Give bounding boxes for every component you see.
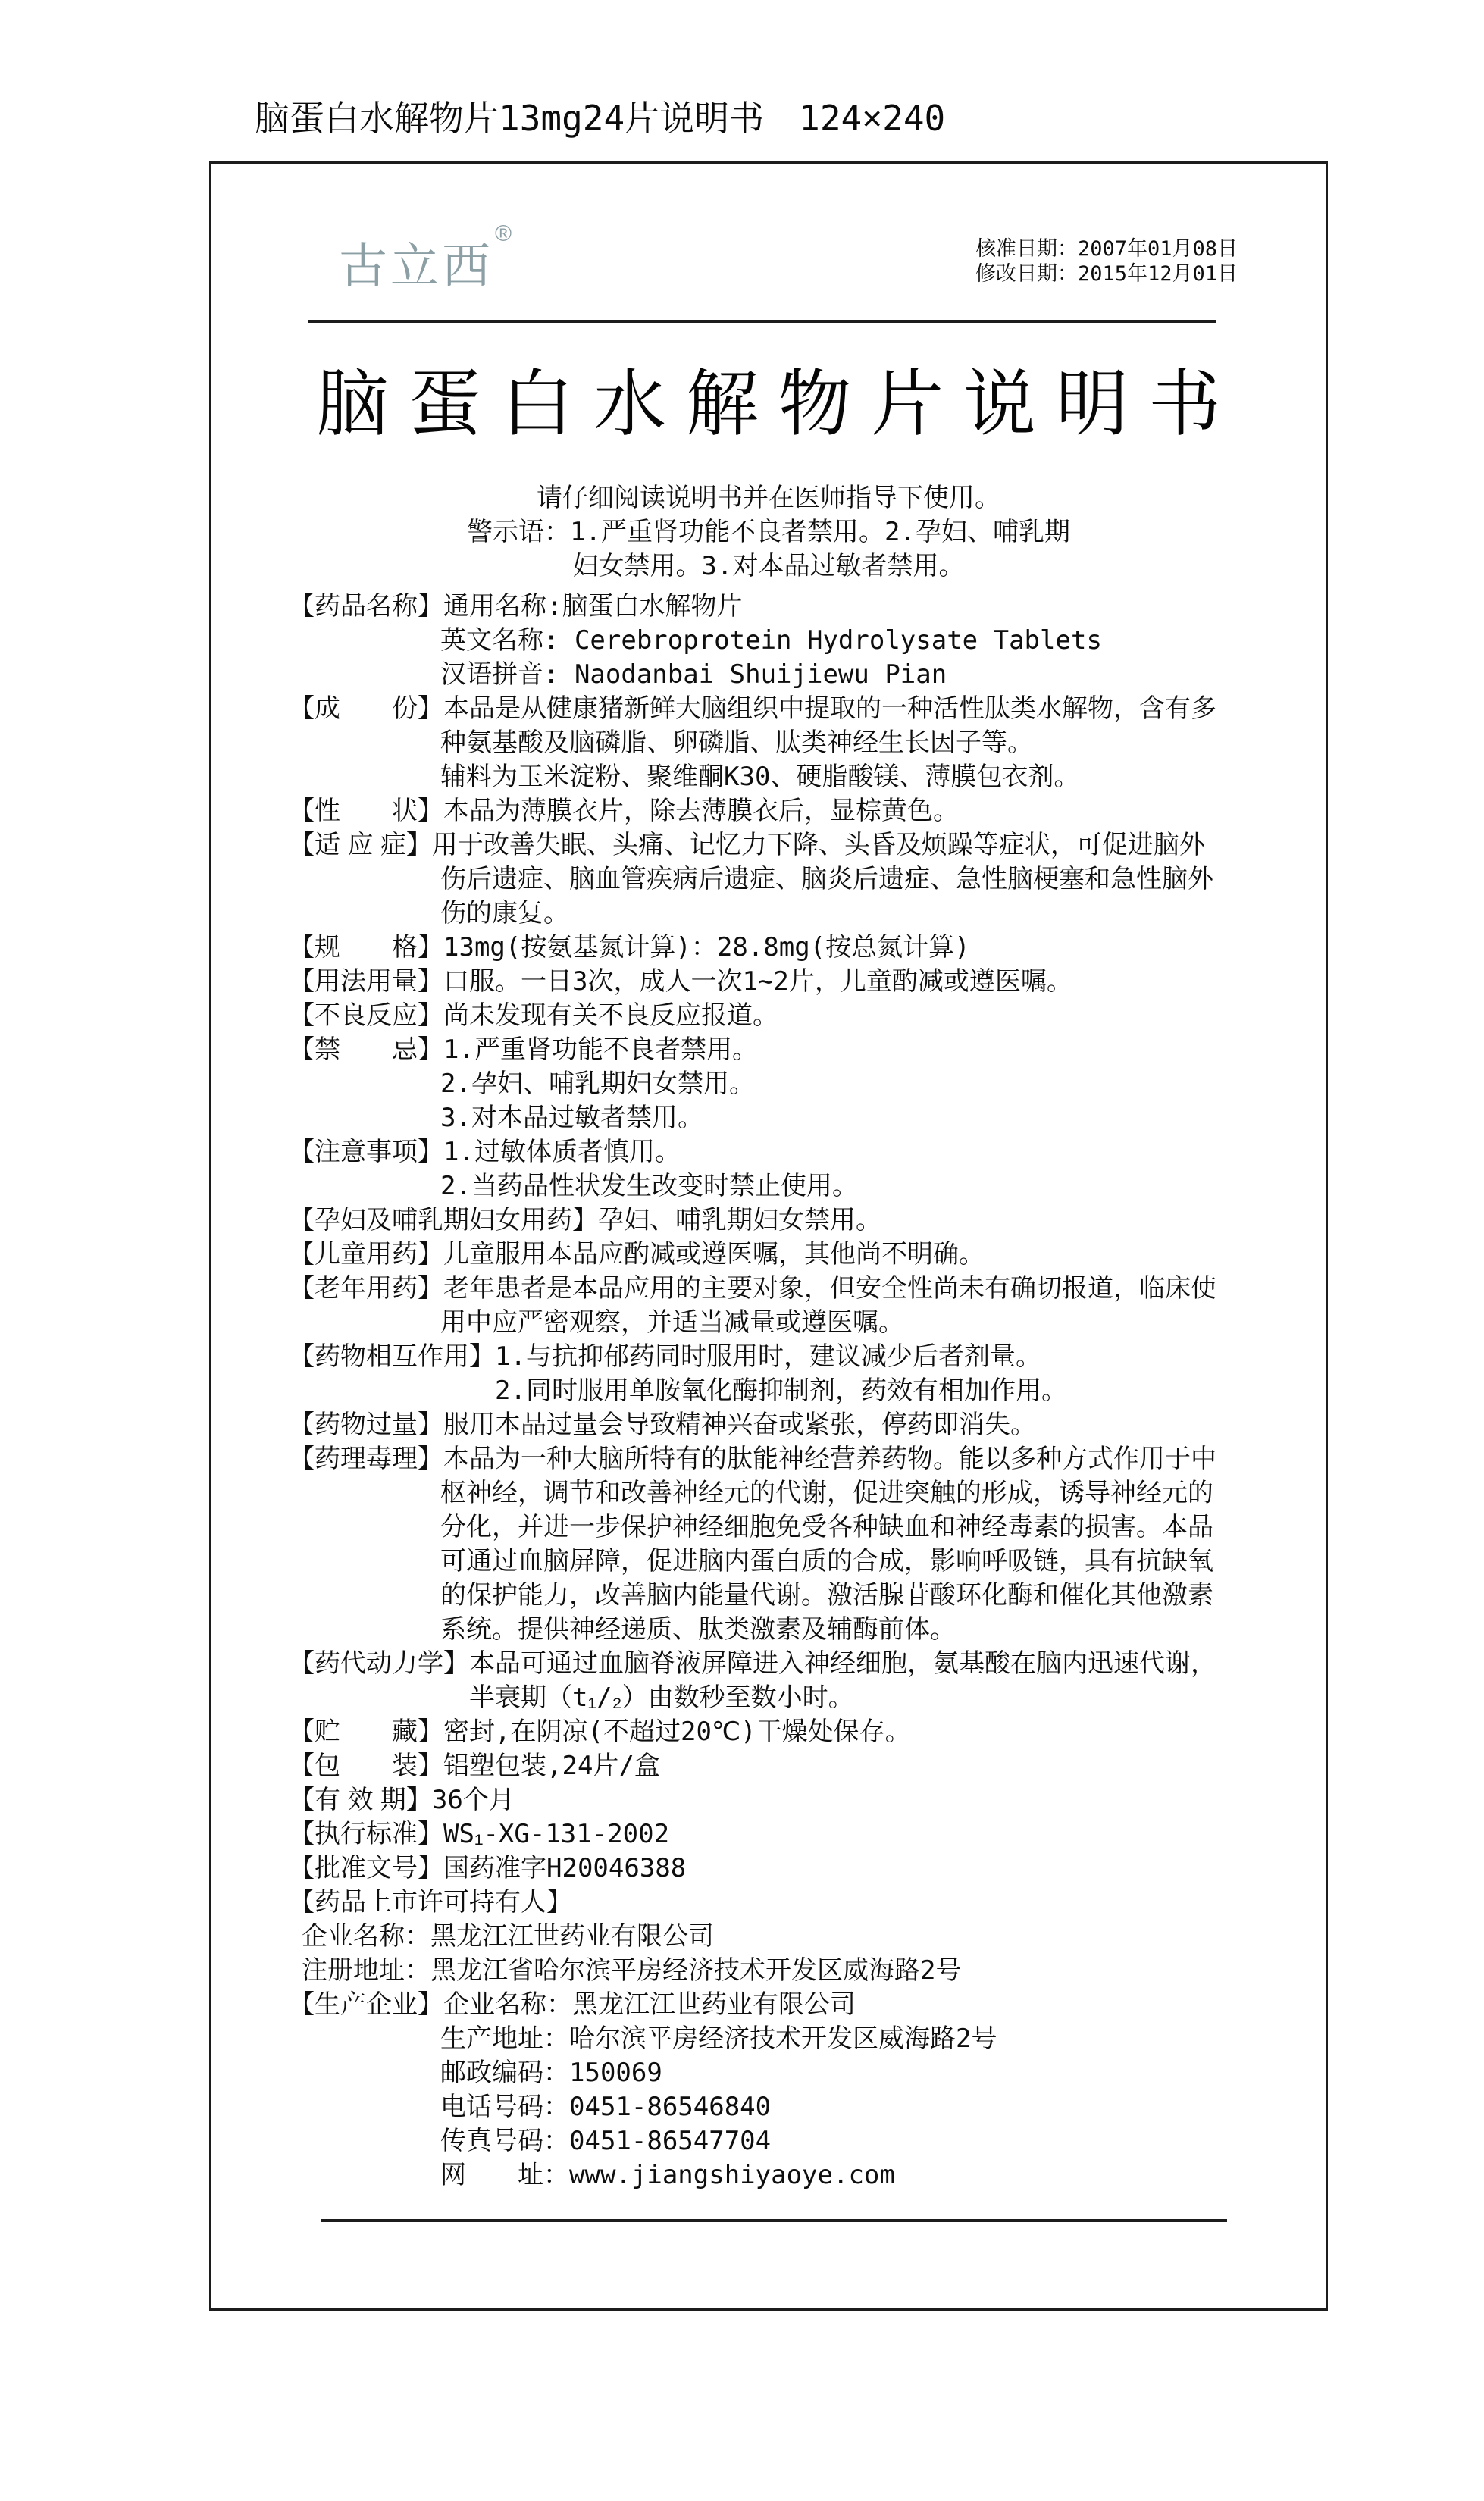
line-text: 本品为薄膜衣片，除去薄膜衣后，显棕黄色。 bbox=[443, 797, 959, 825]
line-text: WS₁-XG-131-2002 bbox=[443, 1819, 670, 1849]
body-line bbox=[289, 590, 1259, 624]
body-line bbox=[289, 828, 1259, 862]
line-text: 的保护能力，改善脑内能量代谢。激活腺苷酸环化酶和催化其他激素 bbox=[440, 1581, 1213, 1610]
line-text: 用于改善失眠、头痛、记忆力下降、头昏及烦躁等症状，可促进脑外 bbox=[431, 831, 1205, 859]
line-text: 孕妇、哺乳期妇女禁用。 bbox=[598, 1206, 881, 1235]
section-label: 【药物过量】 bbox=[289, 1410, 443, 1439]
intro-line: 警示语：1.严重肾功能不良者禁用。2.孕妇、哺乳期 bbox=[467, 517, 1070, 547]
body-line bbox=[289, 1169, 1259, 1204]
line-text: 本品可通过血脑脊液屏障进入神经细胞，氨基酸在脑内迅速代谢， bbox=[469, 1649, 1216, 1678]
section-label: 【批准文号】 bbox=[289, 1854, 443, 1883]
body-line bbox=[289, 1238, 1259, 1272]
body-line bbox=[289, 1101, 1259, 1135]
line-text: 密封,在阴凉(不超过20℃)干燥处保存。 bbox=[443, 1717, 911, 1747]
body-line bbox=[289, 1886, 1259, 1920]
line-text: 1.严重肾功能不良者禁用。 bbox=[443, 1035, 758, 1065]
section-label: 【药代动力学】 bbox=[289, 1649, 469, 1678]
body-line bbox=[289, 1817, 1259, 1851]
line-text: 邮政编码：150069 bbox=[440, 2058, 662, 2088]
section-label: 【药品名称】 bbox=[289, 592, 443, 621]
body-line bbox=[289, 2022, 1259, 2056]
section-label: 【适 应 症】 bbox=[289, 831, 432, 859]
line-text: 老年患者是本品应用的主要对象，但安全性尚未有确切报道，临床使 bbox=[443, 1274, 1216, 1303]
body-line bbox=[289, 2124, 1259, 2158]
line-text: 伤的康复。 bbox=[440, 899, 569, 928]
header-divider bbox=[308, 320, 1216, 323]
line-text: 传真号码：0451-86547704 bbox=[440, 2126, 772, 2156]
revision-date-row bbox=[975, 261, 1238, 286]
section-label: 【规 格】 bbox=[289, 933, 443, 962]
section-label: 【生产企业】 bbox=[289, 1990, 443, 2019]
line-text: 本品是从健康猪新鲜大脑组织中提取的一种活性肽类水解物，含有多 bbox=[443, 694, 1216, 723]
body-line bbox=[289, 1988, 1259, 2022]
page-title: 脑蛋白水解物片13mg24片说明书 124×240 bbox=[255, 98, 946, 139]
body-line bbox=[289, 1749, 1259, 1783]
section-label: 【执行标准】 bbox=[289, 1820, 443, 1848]
intro-line: 请仔细阅读说明书并在医师指导下使用。 bbox=[537, 484, 1000, 512]
section-label: 【禁 忌】 bbox=[289, 1035, 443, 1064]
line-text: 网 址：www.jiangshiyaoye.com bbox=[440, 2160, 895, 2190]
body-line bbox=[289, 692, 1259, 726]
body-line bbox=[289, 862, 1259, 897]
registered-trademark-icon: ® bbox=[495, 221, 512, 246]
body-lines bbox=[289, 590, 1259, 2193]
approval-date-value: 2007年01月08日 bbox=[1078, 237, 1238, 261]
body-line bbox=[289, 1067, 1259, 1101]
intro-block bbox=[211, 481, 1326, 584]
line-text: 1.与抗抑郁药同时服用时，建议减少后者剂量。 bbox=[495, 1341, 1041, 1372]
body-line bbox=[289, 1783, 1259, 1817]
approval-date-row bbox=[975, 236, 1238, 261]
line-text: 36个月 bbox=[431, 1785, 515, 1815]
line-text: 尚未发现有关不良反应报道。 bbox=[443, 1001, 778, 1030]
dates-block bbox=[975, 236, 1238, 286]
line-text: 服用本品过量会导致精神兴奋或紧张，停药即消失。 bbox=[443, 1410, 1036, 1439]
section-label: 【儿童用药】 bbox=[289, 1240, 443, 1269]
revision-date-value: 2015年12月01日 bbox=[1078, 262, 1238, 286]
line-text: 伤后遗症、脑血管疾病后遗症、脑炎后遗症、急性脑梗塞和急性脑外 bbox=[440, 865, 1213, 894]
section-label: 【贮 藏】 bbox=[289, 1717, 443, 1746]
brand-logo bbox=[339, 221, 512, 297]
body-line bbox=[289, 1579, 1259, 1613]
line-text: 本品为一种大脑所特有的肽能神经营养药物。能以多种方式作用于中 bbox=[443, 1445, 1216, 1473]
body-line bbox=[289, 999, 1259, 1033]
body-line bbox=[289, 794, 1259, 828]
line-text: 2.当药品性状发生改变时禁止使用。 bbox=[440, 1171, 858, 1201]
body-line bbox=[289, 760, 1259, 794]
drug-title bbox=[211, 364, 1326, 445]
line-text: 半衰期（t₁/₂）由数秒至数小时。 bbox=[469, 1682, 854, 1713]
line-text: 分化，并进一步保护神经细胞免受各种缺血和神经毒素的损害。本品 bbox=[440, 1513, 1213, 1542]
line-text: 2.同时服用单胺氧化酶抑制剂，药效有相加作用。 bbox=[495, 1376, 1067, 1406]
line-text: 用中应严密观察，并适当减量或遵医嘱。 bbox=[440, 1308, 904, 1337]
section-label: 【不良反应】 bbox=[289, 1001, 443, 1030]
section-label: 【药理毒理】 bbox=[289, 1445, 443, 1473]
body-line bbox=[289, 2158, 1259, 2193]
brand-logo-text: 古立西 bbox=[339, 239, 493, 293]
body-line bbox=[289, 726, 1259, 760]
body-line bbox=[289, 1476, 1259, 1510]
line-text: 英文名称: Cerebroprotein Hydrolysate Tablets bbox=[440, 625, 1102, 656]
line-text: 2.孕妇、哺乳期妇女禁用。 bbox=[440, 1069, 755, 1099]
intro-line: 妇女禁用。3.对本品过敏者禁用。 bbox=[572, 551, 965, 581]
body-line bbox=[289, 658, 1259, 692]
line-text: 种氨基酸及脑磷脂、卵磷脂、肽类神经生长因子等。 bbox=[440, 728, 1033, 757]
section-label: 【老年用药】 bbox=[289, 1274, 443, 1303]
body-line bbox=[289, 2090, 1259, 2124]
section-label: 【注意事项】 bbox=[289, 1138, 443, 1166]
body-line bbox=[289, 2056, 1259, 2090]
body-line bbox=[289, 1033, 1259, 1067]
line-text: 系统。提供神经递质、肽类激素及辅酶前体。 bbox=[440, 1615, 956, 1644]
line-text: 汉语拼音: Naodanbai Shuijiewu Pian bbox=[440, 659, 947, 690]
line-text: 企业名称：黑龙江江世药业有限公司 bbox=[302, 1922, 714, 1951]
leaflet-sheet bbox=[209, 161, 1328, 2311]
body-line bbox=[289, 1340, 1259, 1374]
body-line bbox=[289, 1204, 1259, 1238]
body-line bbox=[289, 1647, 1259, 1681]
body-line bbox=[289, 624, 1259, 658]
body-line bbox=[289, 1272, 1259, 1306]
body-line bbox=[289, 965, 1259, 999]
section-label: 【性 状】 bbox=[289, 797, 443, 825]
body-line bbox=[289, 1442, 1259, 1476]
drug-title-text: 脑蛋白水解物片说明书 bbox=[316, 364, 1241, 445]
section-label: 【药品上市许可持有人】 bbox=[289, 1888, 572, 1917]
body-line bbox=[289, 931, 1259, 965]
line-text: 13mg(按氨基氮计算)：28.8mg(按总氮计算) bbox=[443, 932, 970, 963]
section-label: 【成 份】 bbox=[289, 694, 443, 723]
section-label: 【用法用量】 bbox=[289, 967, 443, 996]
line-text: 辅料为玉米淀粉、聚维酮K30、硬脂酸镁、薄膜包衣剂。 bbox=[440, 762, 1080, 792]
body-line bbox=[289, 897, 1259, 931]
body-line bbox=[289, 1510, 1259, 1545]
body-line bbox=[289, 1681, 1259, 1715]
line-text: 国药准字H20046388 bbox=[443, 1853, 687, 1883]
section-label: 【有 效 期】 bbox=[289, 1786, 432, 1814]
footer-divider bbox=[321, 2219, 1227, 2222]
line-text: 生产地址：哈尔滨平房经济技术开发区威海路2号 bbox=[440, 2024, 997, 2054]
body-line bbox=[289, 1374, 1259, 1408]
line-text: 枢神经，调节和改善神经元的代谢，促进突触的形成，诱导神经元的 bbox=[440, 1479, 1213, 1507]
body-line bbox=[289, 1135, 1259, 1169]
section-label: 【孕妇及哺乳期妇女用药】 bbox=[289, 1206, 598, 1235]
body-line bbox=[289, 1920, 1259, 1954]
line-text: 可通过血脑屏障，促进脑内蛋白质的合成，影响呼吸链，具有抗缺氧 bbox=[440, 1547, 1213, 1576]
line-text: 1.过敏体质者慎用。 bbox=[443, 1137, 681, 1167]
line-text: 儿童服用本品应酌减或遵医嘱，其他尚不明确。 bbox=[443, 1240, 985, 1269]
body-line bbox=[289, 1545, 1259, 1579]
body-line bbox=[289, 1851, 1259, 1886]
line-text: 口服。一日3次，成人一次1~2片，儿童酌减或遵医嘱。 bbox=[443, 966, 1072, 997]
body-line bbox=[289, 1408, 1259, 1442]
body-line bbox=[289, 1613, 1259, 1647]
body-line bbox=[289, 1954, 1259, 1988]
line-text: 企业名称：黑龙江江世药业有限公司 bbox=[443, 1990, 856, 2019]
line-text: 通用名称:脑蛋白水解物片 bbox=[443, 591, 743, 621]
line-text: 电话号码：0451-86546840 bbox=[440, 2092, 772, 2122]
revision-date-label: 修改日期： bbox=[975, 262, 1078, 285]
section-label: 【包 装】 bbox=[289, 1751, 443, 1780]
line-text: 3.对本品过敏者禁用。 bbox=[440, 1103, 703, 1133]
line-text: 铝塑包装,24片/盒 bbox=[443, 1751, 660, 1781]
body-line bbox=[289, 1715, 1259, 1749]
section-label: 【药物相互作用】 bbox=[289, 1342, 495, 1371]
body-line bbox=[289, 1306, 1259, 1340]
line-text: 注册地址：黑龙江省哈尔滨平房经济技术开发区威海路2号 bbox=[302, 1955, 962, 1986]
approval-date-label: 核准日期： bbox=[975, 237, 1078, 260]
